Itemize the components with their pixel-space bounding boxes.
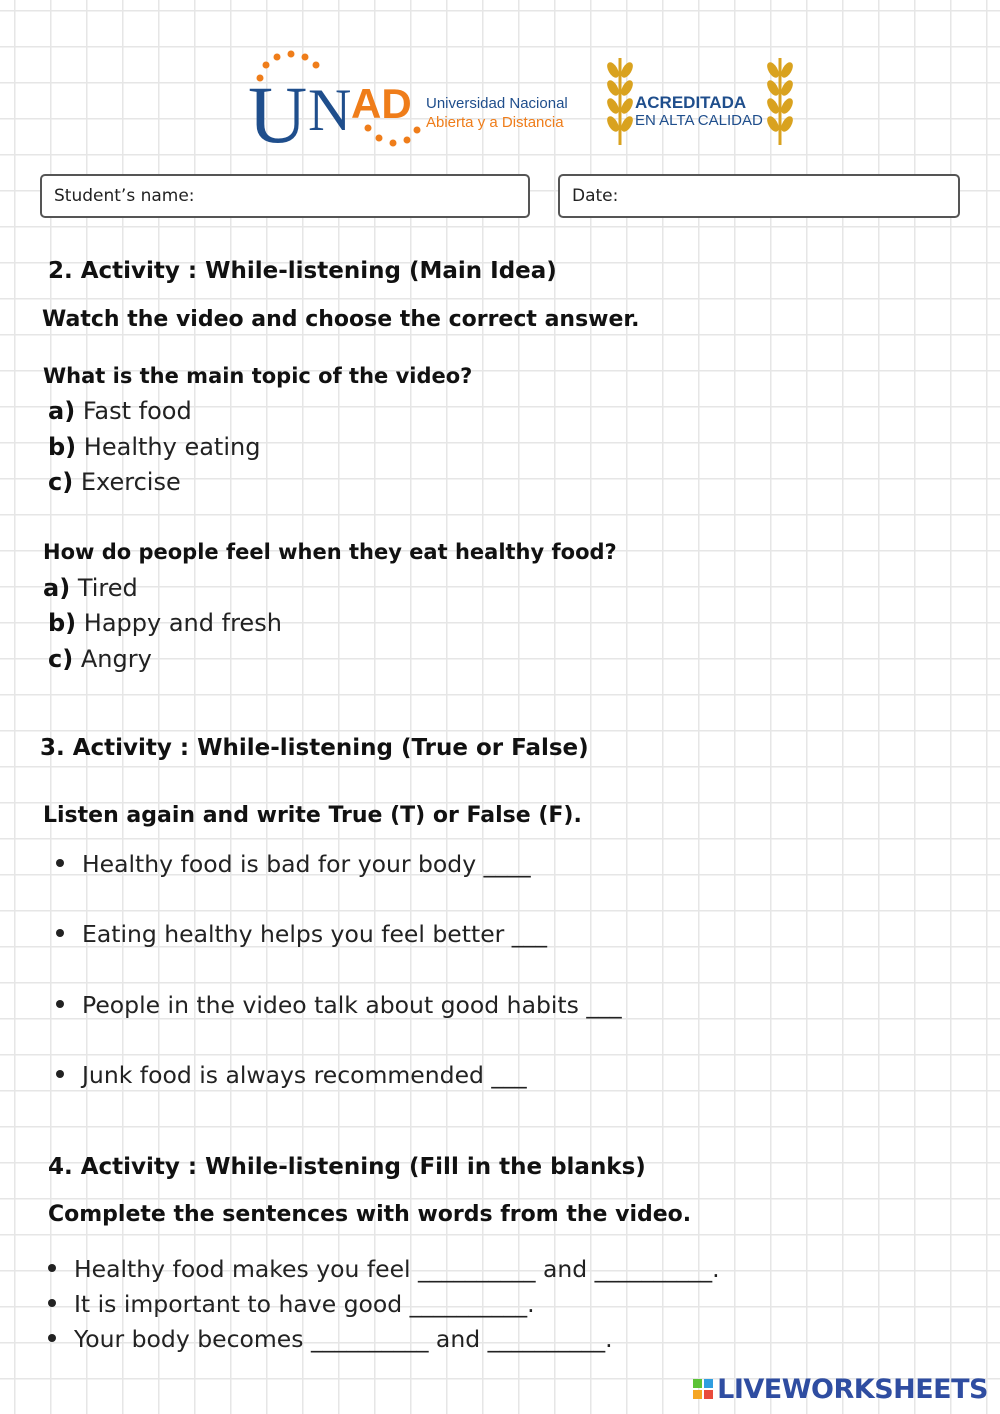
tf-statement[interactable] — [56, 850, 531, 878]
q1-option-c[interactable] — [48, 468, 181, 496]
activity3-heading: 3. Activity : While-listening (True or False) — [40, 735, 589, 761]
unad-logo-graphic — [248, 50, 798, 150]
bullet-icon — [56, 1000, 64, 1008]
option-text: Tired — [77, 574, 138, 602]
logo-letters-ad: AD — [351, 80, 412, 127]
tf-statement-text: Junk food is always recommended ___ — [82, 1061, 527, 1089]
bullet-icon — [48, 1299, 56, 1307]
question-1: What is the main topic of the video? — [43, 364, 473, 388]
tf-statement[interactable] — [56, 991, 622, 1019]
fill-sentence[interactable] — [48, 1325, 613, 1353]
q1-option-b[interactable] — [48, 433, 260, 461]
bullet-icon — [56, 1070, 64, 1078]
activity4-instruction: Complete the sentences with words from the video. — [48, 1202, 692, 1227]
tf-statement-text: Healthy food is bad for your body ____ — [82, 850, 531, 878]
q2-option-b[interactable] — [48, 609, 282, 637]
wheat-right-icon — [767, 58, 793, 145]
bullet-icon — [48, 1264, 56, 1272]
option-letter: c) — [48, 468, 74, 496]
tf-statement-text: Eating healthy helps you feel better ___ — [82, 920, 548, 948]
liveworksheets-logo[interactable] — [693, 1374, 988, 1405]
option-text: Healthy eating — [83, 433, 261, 461]
header-logo — [248, 50, 798, 150]
date-field[interactable] — [558, 174, 960, 218]
tf-statement[interactable] — [56, 1061, 527, 1089]
q1-option-a[interactable] — [48, 397, 192, 425]
option-text: Happy and fresh — [83, 609, 282, 637]
fill-sentence-text: It is important to have good __________. — [74, 1290, 535, 1318]
logo-letter-n: N — [308, 77, 352, 143]
option-text: Exercise — [80, 468, 181, 496]
activity2-heading: 2. Activity : While-listening (Main Idea) — [48, 258, 557, 284]
bullet-icon — [48, 1334, 56, 1342]
wheat-left-icon — [607, 58, 633, 145]
fill-sentence-text: Healthy food makes you feel __________ and __________. — [74, 1255, 720, 1283]
university-line1: Universidad Nacional — [426, 95, 568, 112]
option-text: Angry — [80, 645, 152, 673]
date-label: Date: — [572, 186, 619, 206]
logo-letter-u: U — [248, 69, 308, 150]
option-letter: c) — [48, 645, 74, 673]
liveworksheets-brand: LIVEWORKSHEETS — [717, 1374, 988, 1405]
liveworksheets-icon — [693, 1379, 713, 1399]
tf-statement-text: People in the video talk about good habits ___ — [82, 991, 622, 1019]
option-letter: a) — [43, 574, 71, 602]
question-2: How do people feel when they eat healthy food? — [43, 540, 617, 564]
q2-option-a[interactable] — [43, 574, 138, 602]
tf-statement[interactable] — [56, 920, 547, 948]
student-name-label: Student’s name: — [54, 186, 195, 206]
fill-sentence-text: Your body becomes __________ and __________. — [74, 1325, 613, 1353]
accreditation-line1: ACREDITADA — [635, 93, 747, 112]
bullet-icon — [56, 929, 64, 937]
activity4-heading: 4. Activity : While-listening (Fill in the blanks) — [48, 1154, 646, 1180]
fill-sentence[interactable] — [48, 1255, 720, 1283]
option-letter: b) — [48, 433, 77, 461]
q2-option-c[interactable] — [48, 645, 152, 673]
option-text: Fast food — [82, 397, 192, 425]
option-letter: b) — [48, 609, 77, 637]
university-line2: Abierta y a Distancia — [426, 114, 564, 131]
student-name-field[interactable] — [40, 174, 530, 218]
fill-sentence[interactable] — [48, 1290, 535, 1318]
activity2-instruction: Watch the video and choose the correct answer. — [42, 307, 640, 332]
accreditation-line2: EN ALTA CALIDAD — [635, 112, 763, 129]
bullet-icon — [56, 859, 64, 867]
option-letter: a) — [48, 397, 76, 425]
activity3-instruction: Listen again and write True (T) or False (F). — [43, 803, 582, 828]
